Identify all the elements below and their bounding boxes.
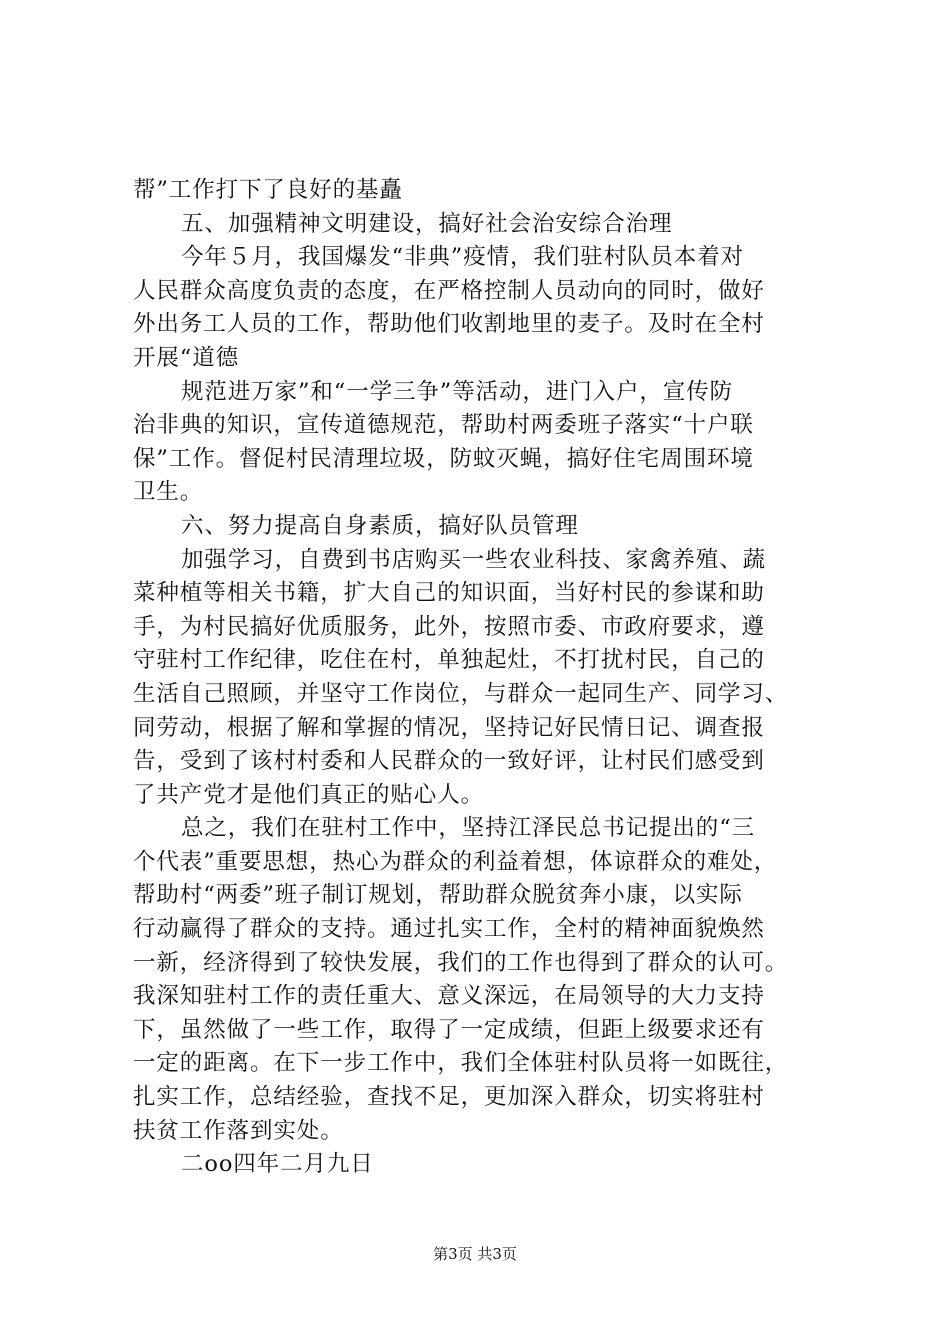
text-line: 同劳动，根据了解和掌握的情况，坚持记好民情日记、调查报 [133, 714, 765, 741]
text-line: 五、加强精神文明建设，搞好社会治安综合治理 [181, 210, 673, 237]
text-line: 了共产党才是他们真正的贴心人。 [133, 781, 485, 808]
text-line: 扎实工作，总结经验，查找不足，更加深入群众，切实将驻村 [133, 1084, 765, 1111]
text-line: 一新，经济得到了较快发展，我们的工作也得到了群众的认可。 [133, 949, 789, 976]
document-body [133, 174, 823, 1182]
text-line: 规范进万家”和“一学三争”等活动，进门入户，宣传防 [181, 378, 734, 405]
text-line: 外出务工人员的工作，帮助他们收割地里的麦子。及时在全村 [133, 311, 765, 338]
text-line: 人民群众高度负责的态度，在严格控制人员动向的同时，做好 [133, 277, 765, 304]
text-line: 行动赢得了群众的支持。通过扎实工作，全村的精神面貌焕然 [133, 916, 765, 943]
text-line: 菜种植等相关书籍，扩大自己的知识面，当好村民的参谋和助 [133, 580, 765, 607]
text-line: 开展“道德 [133, 344, 240, 371]
text-line: 加强学习，自费到书店购买一些农业科技、家禽养殖、蔬 [181, 546, 767, 573]
text-line: 帮助村“两委”班子制订规划，帮助群众脱贫奔小康，以实际 [133, 882, 743, 909]
text-line: 一定的距离。在下一步工作中，我们全体驻村队员将一如既往， [133, 1050, 789, 1077]
text-line: 治非典的知识，宣传道德规范，帮助村两委班子落实“十户联 [133, 412, 754, 439]
text-line: 今年５月，我国爆发“非典”疫情，我们驻村队员本着对 [181, 244, 745, 271]
text-line: 手，为村民搞好优质服务，此外，按照市委、市政府要求，遵 [133, 613, 765, 640]
text-line: 保”工作。督促村民清理垃圾，防蚊灭蝇，搞好住宅周围环境 [133, 445, 754, 472]
text-line: 生活自己照顾，并坚守工作岗位，与群众一起同生产、同学习、 [133, 680, 789, 707]
text-line: 帮”工作打下了良好的基矗 [133, 177, 403, 203]
text-line: 个代表”重要思想，热心为群众的利益着想，体谅群众的难处， [133, 848, 778, 875]
date-line: 二oo四年二月九日 [181, 1151, 374, 1178]
text-line: 总之，我们在驻村工作中，坚持江泽民总书记提出的“三 [181, 815, 756, 842]
text-line: 我深知驻村工作的责任重大、意义深远，在局领导的大力支持 [133, 983, 765, 1010]
text-line: 卫生。 [133, 479, 204, 506]
text-line: 下，虽然做了一些工作，取得了一定成绩，但距上级要求还有 [133, 1016, 765, 1043]
text-line: 扶贫工作落到实处。 [133, 1117, 344, 1144]
page-number-footer: 第3页 共3页 [433, 1245, 517, 1263]
text-line: 守驻村工作纪律，吃住在村，单独起灶，不打扰村民，自己的 [133, 647, 765, 674]
text-line: 告，受到了该村村委和人民群众的一致好评，让村民们感受到 [133, 748, 765, 775]
text-line: 六、努力提高自身素质，搞好队员管理 [181, 512, 579, 539]
